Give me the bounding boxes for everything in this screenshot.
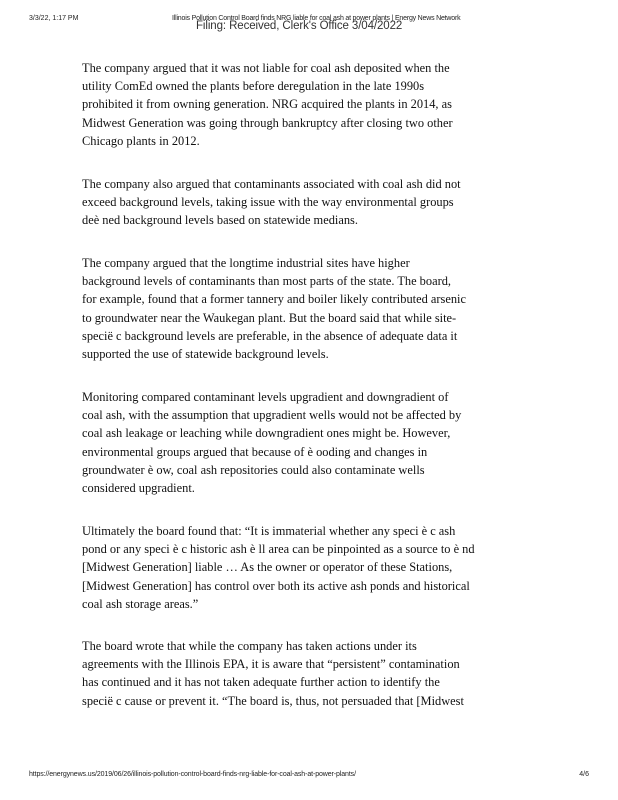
article-paragraph: The company argued that the longtime industrial sites have higher background levels of contaminants than most parts of the state. The board, for example, found that a former tannery and boiler likely contributed arsenic to groundwater near the Waukegan plant. But the board said that while site- specië c background levels are preferable, in the absence of adequate data it supported the use of statewide background levels. — [82, 256, 466, 362]
print-footer — [0, 771, 618, 781]
article-paragraph: The company also argued that contaminants associated with coal ash did not exceed background levels, taking issue with the way environmental groups deè ned background levels based on statewide medians. — [82, 177, 461, 228]
print-datetime: 3/3/22, 1:17 PM — [29, 15, 79, 22]
print-url: https://energynews.us/2019/06/26/illinois-pollution-control-board-finds-nrg-liable-for-coal-ash-at-power-plants/ — [29, 771, 356, 778]
print-page-number: 4/6 — [579, 771, 589, 778]
article-paragraph: Ultimately the board found that: “It is immaterial whether any speci è c ash pond or any speci è c historic ash è ll area can be pinpointed as a source to è nd [Midwest Generation] liable … As the owner or operator of these Stations, [Midwest Generation] has control over both its active ash ponds and historical coal ash storage areas.” — [82, 524, 475, 611]
filing-stamp: Filing: Received, Clerk's Office 3/04/2022 — [196, 20, 403, 32]
article-paragraph: Monitoring compared contaminant levels upgradient and downgradient of coal ash, with the assumption that upgradient wells would not be affected by coal ash leakage or leaching while downgradient ones might be. However, environmental groups argued that because of è ooding and changes in groundwater è ow, coal ash repositories could also contaminate wells considered upgradient. — [82, 390, 462, 496]
article-paragraph: The board wrote that while the company has taken actions under its agreements with the Illinois EPA, it is aware that “persistent” contamination has continued and it has not taken adequate further action to identify the specië c cause or prevent it. “The board is, thus, not persuaded that [Midwest — [82, 639, 464, 708]
print-page-title: Illinois Pollution Control Board finds NRG liable for coal ash at power plants | Energy News Network — [172, 15, 461, 22]
article-paragraph: The company argued that it was not liable for coal ash deposited when the utility ComEd owned the plants before deregulation in the late 1990s prohibited it from owning generation. NRG acquired the plants in 2014, as Midwest Generation was going through bankruptcy after closing two other Chicago plants in 2012. — [82, 61, 453, 148]
